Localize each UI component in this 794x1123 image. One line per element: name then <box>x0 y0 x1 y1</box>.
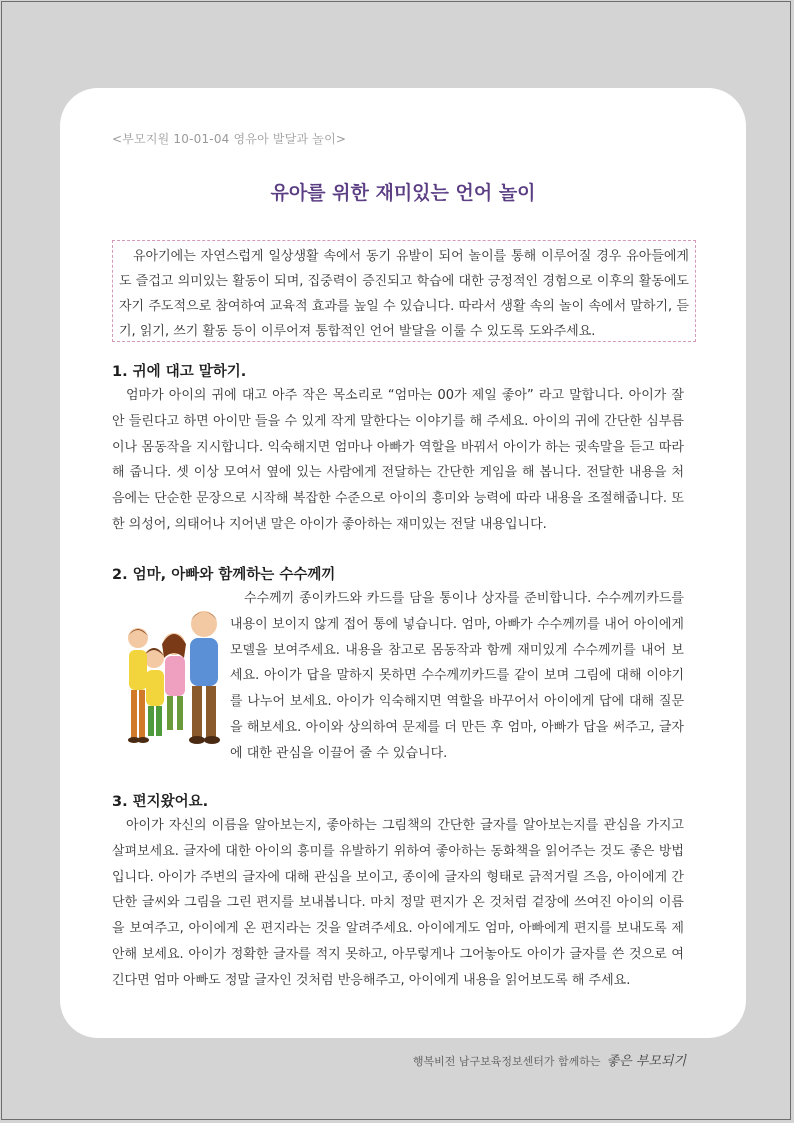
document-code: <부모지원 10-01-04 영유아 발달과 놀이> <box>112 132 347 146</box>
intro-text: 유아기에는 자연스럽게 일상생활 속에서 동기 유발이 되어 놀이를 통해 이루어질 경우 유아들에게도 즐겁고 의미있는 활동이 되며, 집중력이 증진되고 학습에 대한 긍정적인 경험으로 이후의 활동에도 자기 주도적으로 참여하여 교육적 효과를 높일 수 있습니다. 따라서 생활 속의 놀이 속에서 말하기, 듣기, 읽기, 쓰기 활동 등이 이루어져 통합적인 언어 발달을 이룰 수 있도록 도와주세요. <box>119 249 689 339</box>
section-2-text: 수수께끼 종이카드와 카드를 담을 통이나 상자를 준비합니다. 수수께끼카드를 내용이 보이지 않게 접어 통에 넣습니다. 엄마, 아빠가 수수께끼를 내어 아이에게 모델을 보여주세요. 내용을 참고로 몸동작과 함께 재미있게 수수께끼를 내어 보세요. 아이가 답을 말하지 못하면 수수께끼카드를 같이 보며 그림에 대해 이야기를 나누어 보세요. 아이가 익숙해지면 역할을 바꾸어서 아이에게 답에 대해 질문을 해보세요. 아이와 상의하여 문제를 더 만든 후 엄마, 아빠가 답을 써주고, 글자에 대한 관심을 이끌어 줄 수 있습니다. <box>230 591 684 761</box>
section-1-body <box>112 383 684 538</box>
footer <box>413 1050 686 1069</box>
section-1-heading: 1. 귀에 대고 말하기. <box>112 364 247 380</box>
section-3-heading: 3. 편지왔어요. <box>112 794 209 810</box>
page-title: 유아를 위한 재미있는 언어 놀이 <box>270 182 536 204</box>
family-illustration <box>122 598 232 750</box>
footer-brand: 좋은 부모되기 <box>606 1054 686 1069</box>
section-3-text: 아이가 자신의 이름을 알아보는지, 좋아하는 그림책의 간단한 글자를 알아보는지를 관심을 가지고 살펴보세요. 글자에 대한 아이의 흥미를 유발하기 위하여 좋아하는 동화책을 읽어주는 것도 좋은 방법입니다. 아이가 주변의 글자에 대해 관심을 보이고, 종이에 글자의 형태로 긁적거릴 즈음, 아이에게 간단한 글씨와 그림을 그린 편지를 보내봅니다. 마치 정말 편지가 온 것처럼 겉장에 쓰여진 아이의 이름을 보여주고, 아이에게 온 편지라는 것을 알려주세요. 아이에게도 엄마, 아빠에게 편지를 보내도록 제안해 보세요. 아이가 정확한 글자를 적지 못하고, 아무렇게나 그어놓아도 아이가 글자를 쓴 것으로 여긴다면 엄마 아빠도 정말 글자인 것처럼 반응해주고, 아이에게 내용을 읽어보도록 해 주세요. <box>112 818 684 988</box>
section-1-text: 엄마가 아이의 귀에 대고 아주 작은 목소리로 “엄마는 00가 제일 좋아” 라고 말합니다. 아이가 잘 안 들린다고 하면 아이만 들을 수 있게 작게 말한다는 이야기를 해 주세요. 아이의 귀에 간단한 심부름이나 몸동작을 지시합니다. 익숙해지면 엄마나 아빠가 역할을 바꿔서 아이가 하는 귓속말을 듣고 따라해 줍니다. 셋 이상 모여서 옆에 있는 사람에게 전달하는 간단한 게임을 해 봅니다. 전달한 내용을 처음에는 단순한 문장으로 시작해 복잡한 수준으로 아이의 흥미와 능력에 따라 내용을 조절해줍니다. 또한 의성어, 의태어나 지어낸 말은 아이가 좋아하는 재미있는 전달 내용입니다. <box>112 388 684 532</box>
section-2-body <box>230 586 684 767</box>
intro-box <box>112 240 696 342</box>
footer-caption: 행복비전 남구보육정보센터가 함께하는 <box>412 1055 601 1068</box>
section-3-body <box>112 813 684 994</box>
section-2-heading: 2. 엄마, 아빠와 함께하는 수수께끼 <box>112 567 336 583</box>
